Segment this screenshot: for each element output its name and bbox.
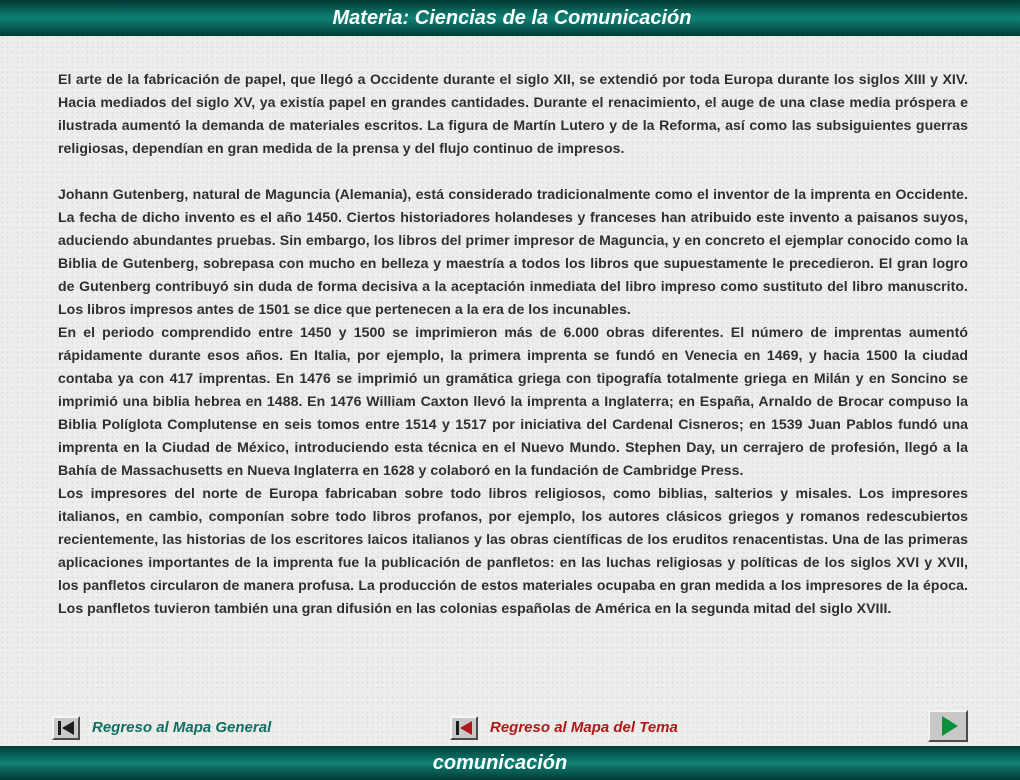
paragraph: En el periodo comprendido entre 1450 y 1500 se imprimieron más de 6.000 obras diferentes. El número de imprentas aumentó rápidamente durante esos años. En Italia, por ejemplo, la primera imprenta se fundó en Venecia en 1469, y hacia 1500 la ciudad contaba ya con 417 imprentas. En 1476 se imprimió un gramática griega con tipografía totalmente griega en Milán y en Soncino se imprimió una biblia hebrea en 1488. En 1476 William Caxton llevó la imprenta a Inglaterra; en España, Arnaldo de Brocar compuso la Biblia Políglota Complutense en seis tomos entre 1514 y 1517 por iniciativa del Cardenal Cisneros; en 1539 Juan Pablos fundó una imprenta en la Ciudad de México, introduciendo esta técnica en el Nuevo Mundo. Stephen Day, un cerrajero de profesión, llegó a la Bahía de Massachusetts en Nueva Inglaterra en 1628 y colaboró en la fundación de Cambridge Press. <box>58 324 968 478</box>
paragraph: Los impresores del norte de Europa fabricaban sobre todo libros religiosos, como biblias, salterios y misales. Los impresores italianos, en cambio, componían sobre todo libros profanos, por ejemplo, los autores clásicos griegos y romanos redescubiertos recientemente, las historias de los escritores laicos italianos y las obras científicas de los eruditos renacentistas. Una de las primeras aplicaciones importantes de la imprenta fue la publicación de panfletos: en las luchas religiosas y políticas de los siglos XVI y XVII, los panfletos circularon de manera profusa. La producción de estos materiales ocupaba en gran medida a los impresores de la época. Los panfletos tuvieron también una gran difusión en las colonias españolas de América en la segunda mitad del siglo XVIII. <box>58 485 968 616</box>
first-page-icon <box>452 718 476 738</box>
page-title: Materia: Ciencias de la Comunicación <box>332 7 692 29</box>
first-page-icon <box>54 718 78 738</box>
next-page-button[interactable] <box>928 710 968 742</box>
paragraph: El arte de la fabricación de papel, que llegó a Occidente durante el siglo XII, se extendió por toda Europa durante los siglos XIII y XIV. Hacia mediados del siglo XV, ya existía papel en grandes cantidades. Durante el renacimiento, el auge de una clase media próspera e ilustrada aumentó la demanda de materiales escritos. La figura de Martín Lutero y de la Reforma, así como las subsiguientes guerras religiosas, dependían en gran medida de la prensa y del flujo continuo de impresos. <box>58 71 968 156</box>
back-to-topic-map-link[interactable]: Regreso al Mapa del Tema <box>490 719 678 736</box>
paragraph: Johann Gutenberg, natural de Maguncia (Alemania), está considerado tradicionalmente como el inventor de la imprenta en Occidente. La fecha de dicho invento es el año 1450. Ciertos historiadores holandeses y franceses han atribuido este invento a paisanos suyos, aduciendo abundantes pruebas. Sin embargo, los libros del primer impresor de Maguncia, y en concreto el ejemplar conocido como la Biblia de Gutenberg, sobrepasa con mucho en belleza y maestría a todos los libros que supuestamente le precedieron. El gran logro de Gutenberg contribuyó sin duda de forma decisiva a la aceptación inmediata del libro impreso como sustituto del libro manuscrito. Los libros impresos antes de 1501 se dice que pertenecen a la era de los incunables. <box>58 186 968 317</box>
back-to-topic-map-button[interactable] <box>450 716 478 740</box>
back-to-general-map-link[interactable]: Regreso al Mapa General <box>92 719 272 736</box>
article-body <box>58 68 968 620</box>
next-page-icon <box>930 712 966 740</box>
footer-bar <box>0 746 1020 780</box>
header-bar <box>0 0 1020 36</box>
back-to-general-map-button[interactable] <box>52 716 80 740</box>
footer-text: comunicación <box>432 752 568 774</box>
